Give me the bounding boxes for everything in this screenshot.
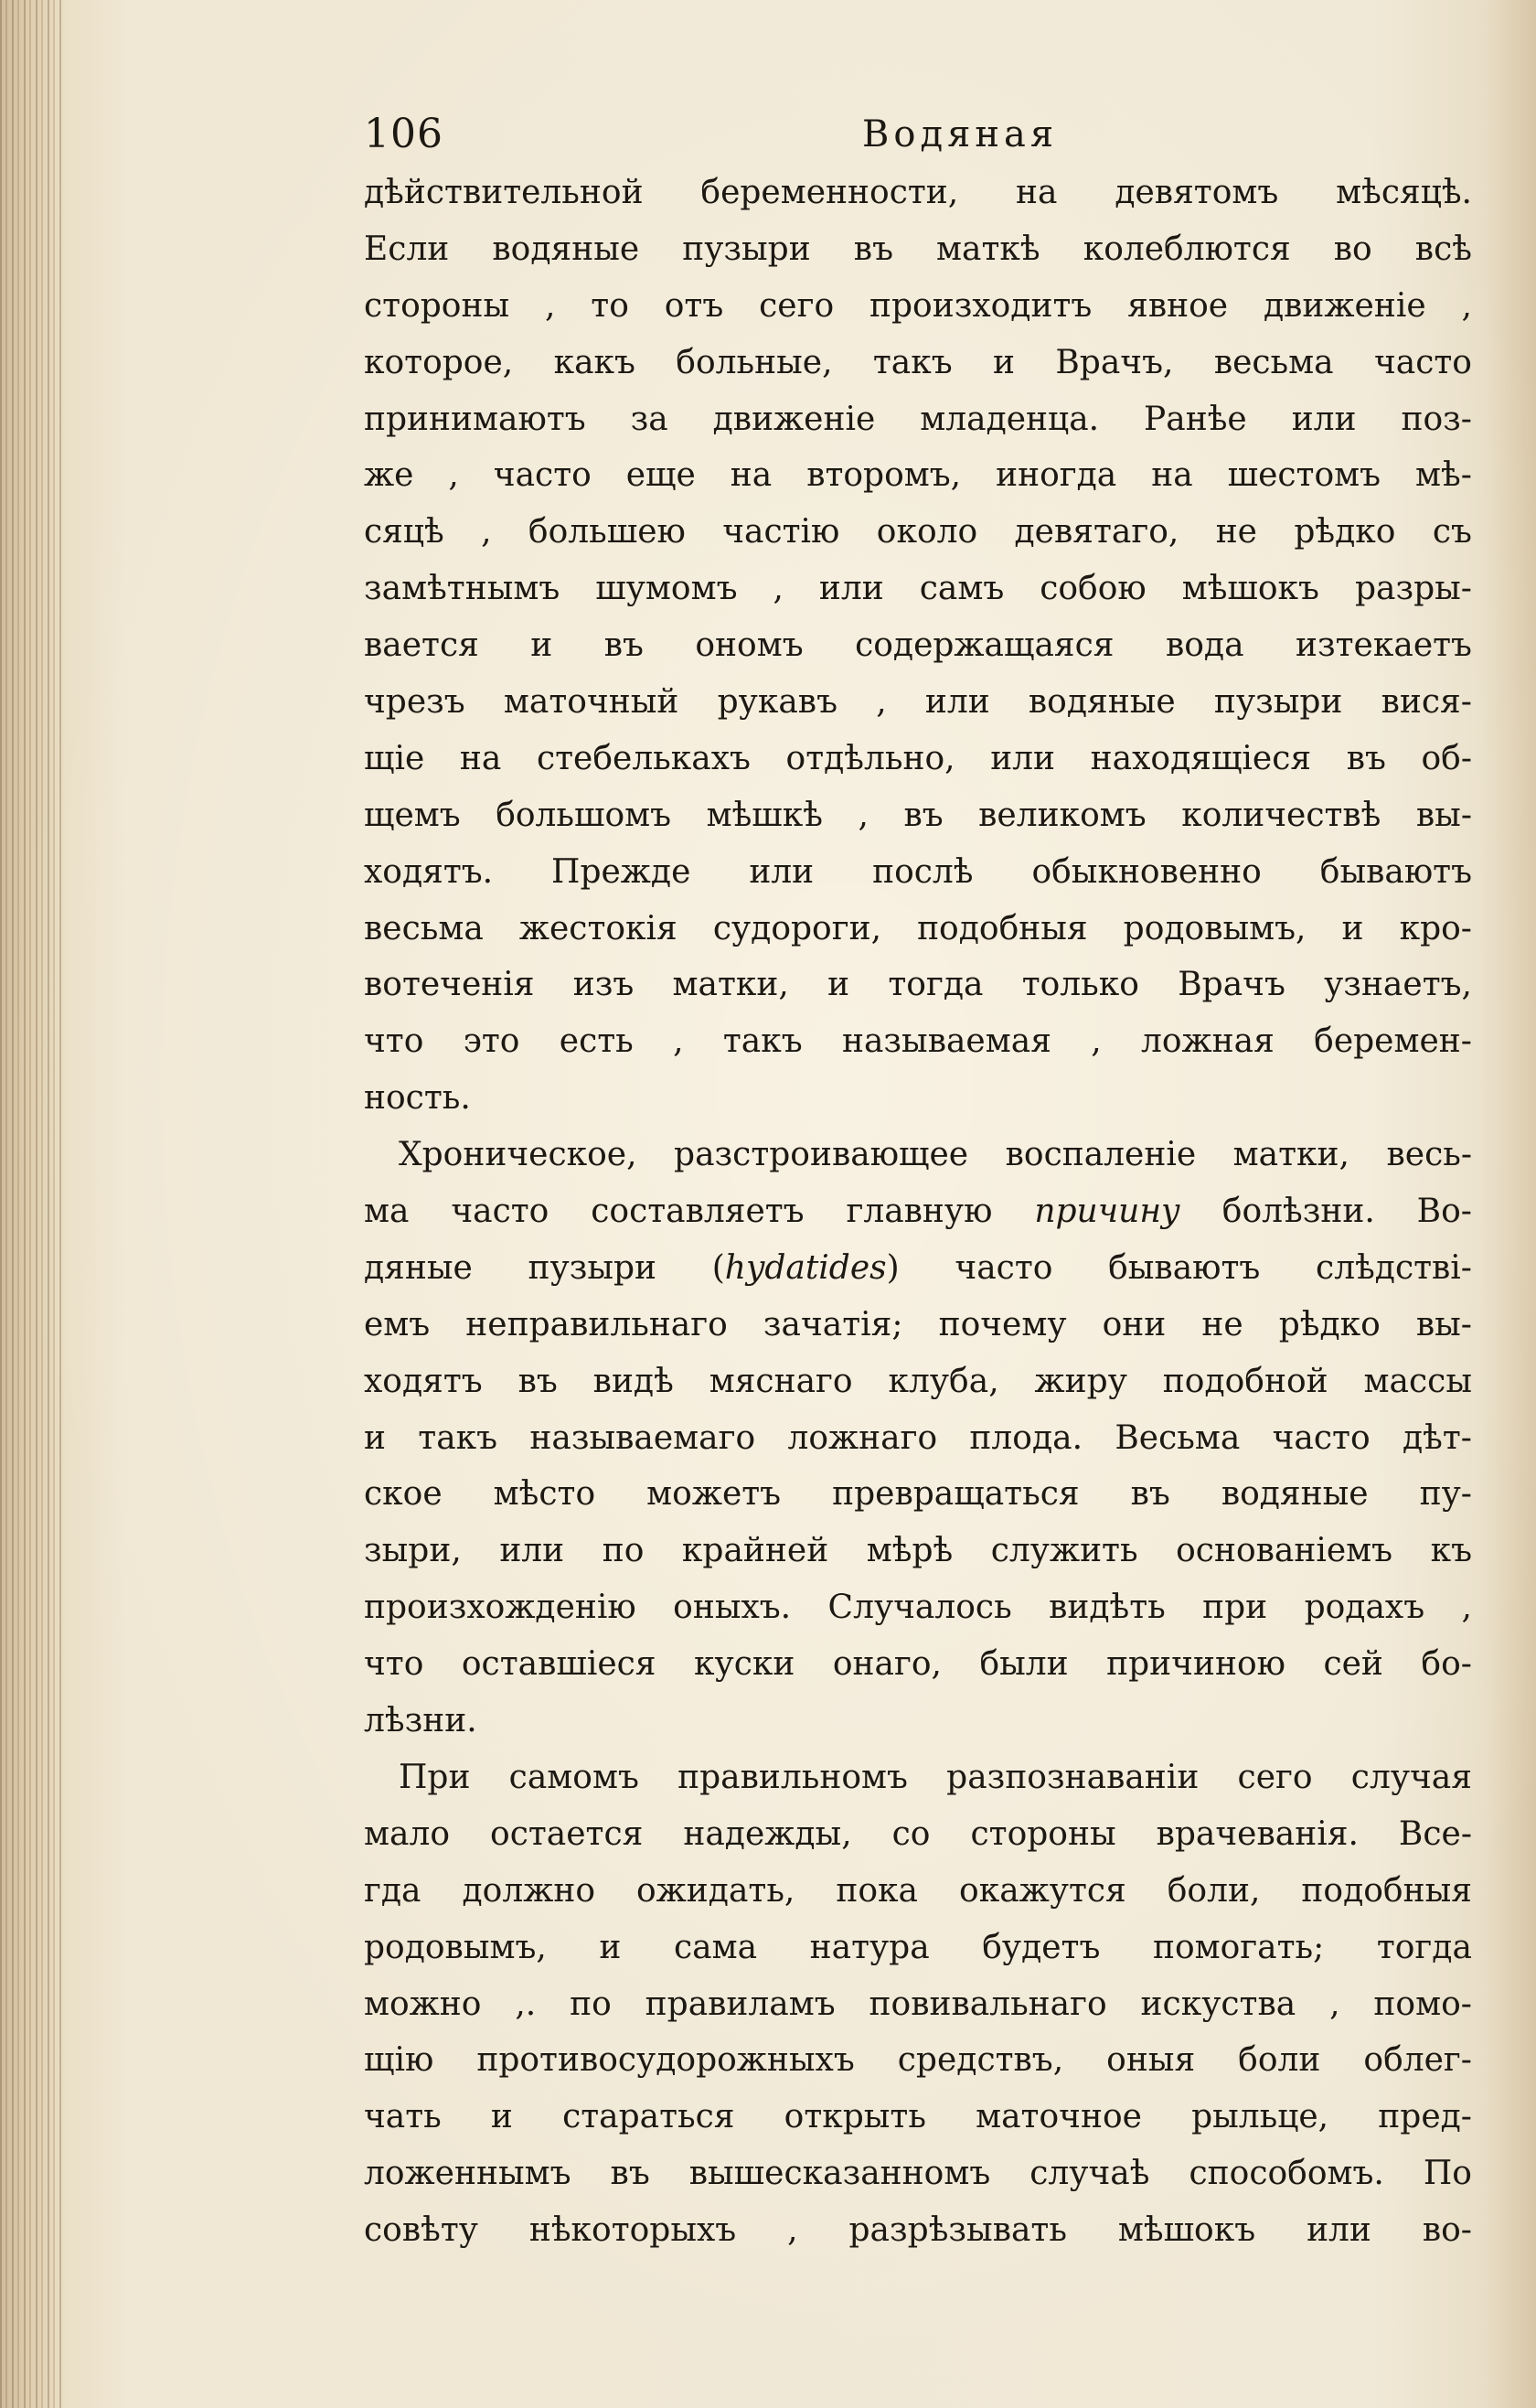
page-number: 106 bbox=[364, 111, 443, 157]
text-line: ность. bbox=[364, 1079, 471, 1118]
text-line: ходятъ. Прежде или послѣ обыкновенно бываютъ bbox=[364, 852, 1472, 891]
text-line: замѣтнымъ шумомъ , или самъ собою мѣшокъ разры- bbox=[364, 570, 1472, 608]
text-line: принимаютъ за движеніе младенца. Ранѣе или поз- bbox=[364, 400, 1472, 438]
body-text bbox=[364, 165, 1472, 2259]
page-header bbox=[364, 102, 1470, 166]
text-line: стороны , то отъ сего произходитъ явное движеніе , bbox=[364, 286, 1472, 325]
text-line: и такъ называемаго ложнаго плода. Весьма часто дѣт- bbox=[364, 1418, 1472, 1457]
text-line: сяцѣ , большею частію около девятаго, не рѣдко съ bbox=[364, 513, 1472, 551]
paragraph bbox=[364, 165, 1472, 1127]
text-line: При самомъ правильномъ разпознаваніи сего случая bbox=[399, 1758, 1472, 1796]
text-line: щемъ большомъ мѣшкѣ , въ великомъ количествѣ вы- bbox=[364, 796, 1472, 834]
text-line: ма часто составляетъ главную причину болѣзни. Во- bbox=[364, 1193, 1472, 1231]
text-line: родовымъ, и сама натура будетъ помогать; тогда bbox=[364, 1928, 1472, 1966]
paragraph bbox=[364, 1127, 1472, 1750]
text-line: Хроническое, разстроивающее воспаленіе матки, весь- bbox=[399, 1136, 1472, 1174]
text-line: произхожденію оныхъ. Случалось видѣть при родахъ , bbox=[364, 1589, 1472, 1627]
book-spine-edge bbox=[0, 0, 64, 2408]
text-line: совѣту нѣкоторыхъ , разрѣзывать мѣшокъ или во- bbox=[364, 2211, 1472, 2250]
text-line: Если водяные пузыри въ маткѣ колеблются во всѣ bbox=[364, 230, 1472, 268]
text-line: что это есть , такъ называемая , ложная беремен- bbox=[364, 1022, 1472, 1061]
text-line: чать и стараться открыть маточное рыльце, пред- bbox=[364, 2098, 1472, 2136]
text-line: емъ неправильнаго зачатія; почему они не рѣдко вы- bbox=[364, 1305, 1472, 1343]
text-line: ское мѣсто можетъ превращаться въ водяные пу- bbox=[364, 1475, 1472, 1514]
text-line: ложеннымъ въ вышесказанномъ случаѣ способомъ. По bbox=[364, 2155, 1472, 2193]
text-line: ходятъ въ видѣ мяснаго клуба, жиру подобной массы bbox=[364, 1362, 1472, 1400]
text-line: мало остается надежды, со стороны врачеванія. Все- bbox=[364, 1814, 1472, 1853]
text-line: весьма жестокія судороги, подобныя родовымъ, и кро- bbox=[364, 909, 1472, 947]
text-line: дѣйствительной беременности, на девятомъ мѣсяцѣ. bbox=[364, 174, 1472, 211]
text-line: же , часто еще на второмъ, иногда на шестомъ мѣ- bbox=[364, 456, 1472, 495]
text-line: можно ,. по правиламъ повивальнаго искуства , помо- bbox=[364, 1985, 1472, 2023]
text-line: дяные пузыри (hydatides) часто бываютъ слѣдстві- bbox=[364, 1248, 1472, 1287]
paragraph bbox=[364, 1750, 1472, 2259]
text-line: лѣзни. bbox=[364, 1702, 477, 1740]
text-line: чрезъ маточный рукавъ , или водяные пузыри вися- bbox=[364, 683, 1472, 722]
text-line: вотеченія изъ матки, и тогда только Врачъ узнаетъ, bbox=[364, 966, 1472, 1004]
text-line: зыри, или по крайней мѣрѣ служить основаніемъ къ bbox=[364, 1532, 1472, 1570]
running-title: Водяная bbox=[862, 113, 1059, 155]
text-line: щію противосудорожныхъ средствъ, оныя боли облег- bbox=[364, 2041, 1472, 2080]
text-line: щіе на стебелькахъ отдѣльно, или находящіеся въ об- bbox=[364, 739, 1472, 777]
text-line: что оставшіеся куски онаго, были причиною сей бо- bbox=[364, 1645, 1472, 1684]
text-line: гда должно ожидать, пока окажутся боли, подобныя bbox=[364, 1871, 1472, 1910]
text-line: вается и въ ономъ содержащаяся вода изтекаетъ bbox=[364, 626, 1472, 665]
text-line: которое, какъ больные, такъ и Врачъ, весьма часто bbox=[364, 343, 1472, 381]
